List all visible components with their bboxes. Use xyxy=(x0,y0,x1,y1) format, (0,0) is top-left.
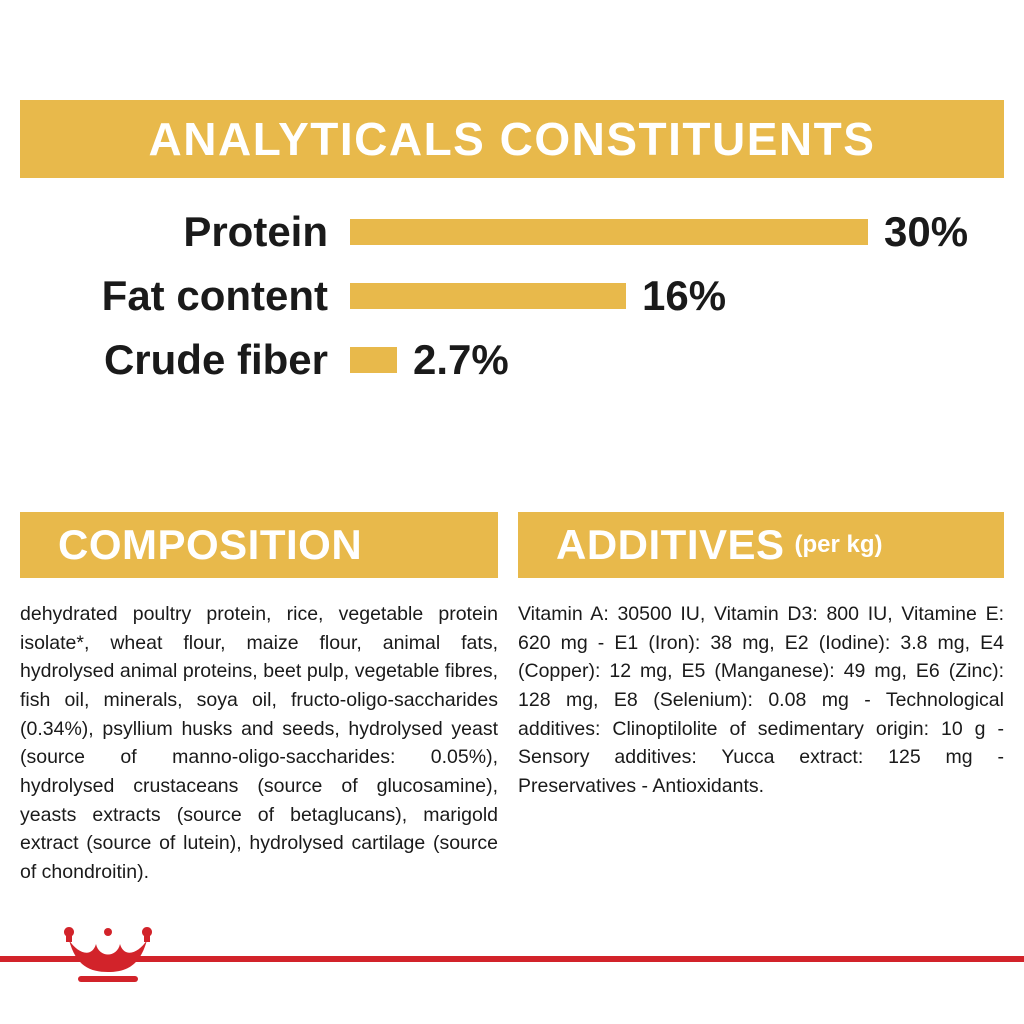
chart-row-bar xyxy=(350,347,397,373)
analytical-constituents-chart xyxy=(20,200,1004,392)
chart-row-value: 30% xyxy=(884,208,969,255)
royal-crown-icon xyxy=(60,924,156,990)
chart-row-label: Fat content xyxy=(101,272,328,319)
analytical-constituents-header xyxy=(20,100,1004,178)
analytical-constituents-title: ANALYTICALS CONSTITUENTS xyxy=(148,113,876,165)
chart-row xyxy=(20,328,1004,392)
composition-title: COMPOSITION xyxy=(58,521,363,568)
composition-section xyxy=(20,512,498,887)
chart-row xyxy=(20,200,1004,264)
composition-text: dehydrated poultry protein, rice, vegetable protein isolate*, wheat flour, maize flour, animal fats, hydrolysed animal proteins, beet pulp, vegetable fibres, fish oil, minerals, soya oil, fructo-oligo-saccharides (0.34%), psyllium husks and seeds, hydrolysed yeast (source of manno-oligo-saccharides: 0.05%), hydrolysed crustaceans (source of glucosamine), yeasts extracts (source of betaglucans), marigold extract (source of lutein), hydrolysed cartilage (source of chondroitin). xyxy=(20,603,498,883)
chart-row-value: 16% xyxy=(642,272,727,319)
composition-header xyxy=(20,512,498,578)
chart-row-label: Protein xyxy=(183,208,328,255)
additives-title: ADDITIVES xyxy=(556,521,785,568)
chart-row-bar xyxy=(350,219,868,245)
additives-subtitle: (per kg) xyxy=(794,531,883,558)
additives-header xyxy=(518,512,1004,578)
chart-row-value: 2.7% xyxy=(413,336,509,383)
additives-text: Vitamin A: 30500 IU, Vitamin D3: 800 IU, Vitamine E: 620 mg - E1 (Iron): 38 mg, E2 (Iodine): 3.8 mg, E4 (Copper): 12 mg, E5 (Manganese): 49 mg, E6 (Zinc): 128 mg, E8 (Selenium): 0.08 mg - Technological additives: Clinoptilolite of sedimentary origin: 10 g - Sensory additives: Yucca extract: 125 mg - Preservatives - Antioxidants. xyxy=(518,603,1004,797)
chart-row-bar xyxy=(350,283,626,309)
chart-row-label: Crude fiber xyxy=(103,336,328,383)
additives-section xyxy=(518,512,1004,801)
chart-row xyxy=(20,264,1004,328)
